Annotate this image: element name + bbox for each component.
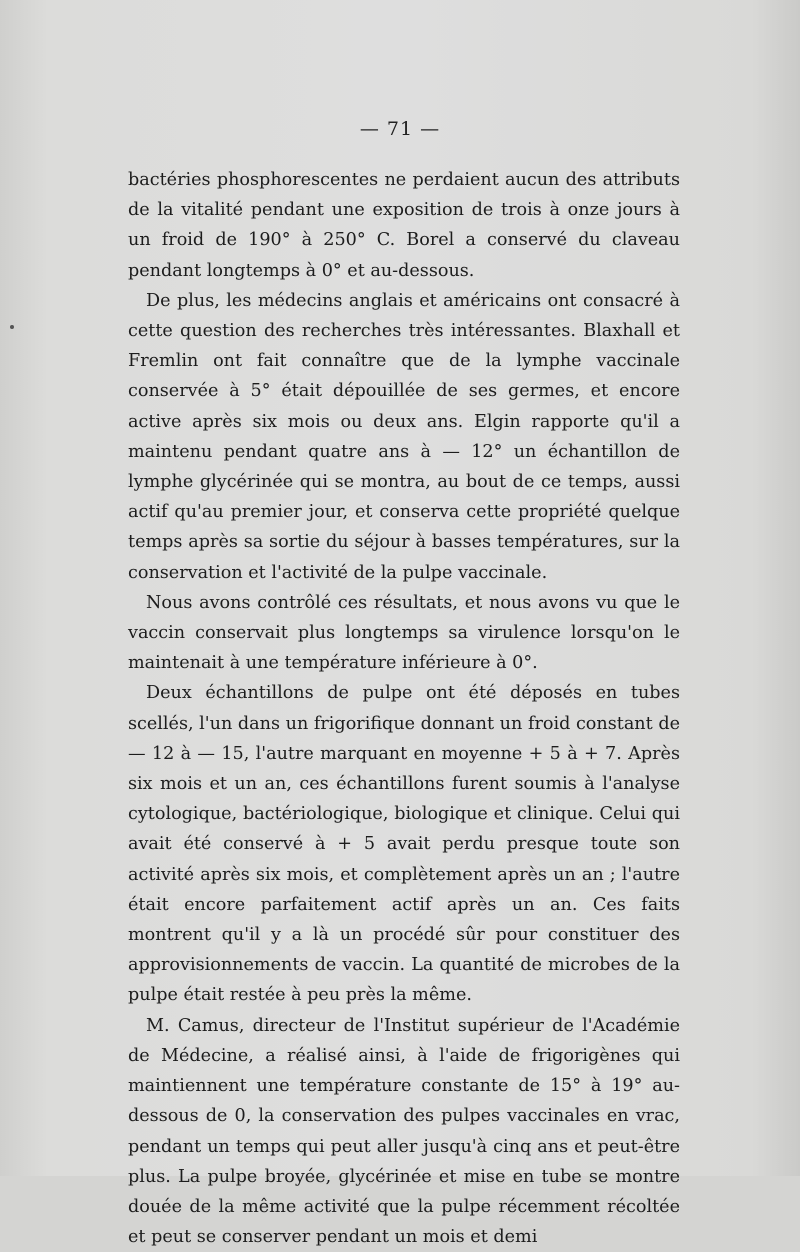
paragraph: De plus, les médecins anglais et américains ont consacré à cette question des recherches très intéressantes. Blaxhall et Fremlin ont fait connaître que de la lymphe vaccinale conservée à 5° était dépouillée de ses germes, et encore active après six mois ou deux ans. Elgin rapporte qu'il a maintenu pendant quatre ans à — 12° un échantillon de lymphe glycérinée qui se montra, au bout de ce temps, aussi actif qu'au premier jour, et conserva cette propriété quelque temps après sa sortie du séjour à basses températures, sur la conservation et l'activité de la pulpe vaccinale. — [128, 290, 680, 583]
page-smudge — [10, 325, 14, 329]
page-number: — 71 — — [359, 118, 441, 140]
paragraph: Deux échantillons de pulpe ont été déposés en tubes scellés, l'un dans un frigorifique donnant un froid constant de — 12 à — 15, l'autre marquant en moyenne + 5 à + 7. Après six mois et un an, ces échantillons furent soumis à l'analyse cytologique, bactériologique, biologique et clinique. Celui qui avait été conservé à + 5 avait perdu presque toute son activité après six mois, et complètement après un an ; l'autre était encore parfaitement actif après un an. Ces faits montrent qu'il y a là un procédé sûr pour constituer des approvisionnements de vaccin. La quantité de microbes de la pulpe était restée à peu près la même. — [128, 683, 680, 1006]
paragraph: bactéries phosphorescentes ne perdaient aucun des attributs de la vitalité pendant une exposition de trois à onze jours à un froid de 190° à 250° C. Borel a conservé du claveau pendant longtemps à 0° et au-dessous. — [128, 170, 680, 281]
body-text — [128, 165, 680, 1252]
paragraph: Nous avons contrôlé ces résultats, et nous avons vu que le vaccin conservait plus longtemps sa virulence lorsqu'on le maintenait à une température inférieure à 0°. — [128, 592, 680, 674]
paragraph: M. Camus, directeur de l'Institut supérieur de l'Académie de Médecine, a réalisé ainsi, à l'aide de frigorigènes qui maintiennent une température constante de 15° à 19° au-dessous de 0, la conservation des pulpes vaccinales en vrac, pendant un temps qui peut aller jusqu'à cinq ans et peut-être plus. La pulpe broyée, glycérinée et mise en tube se montre douée de la même activité que la pulpe récemment récoltée et peut se conserver pendant un mois et demi — [128, 1015, 680, 1248]
